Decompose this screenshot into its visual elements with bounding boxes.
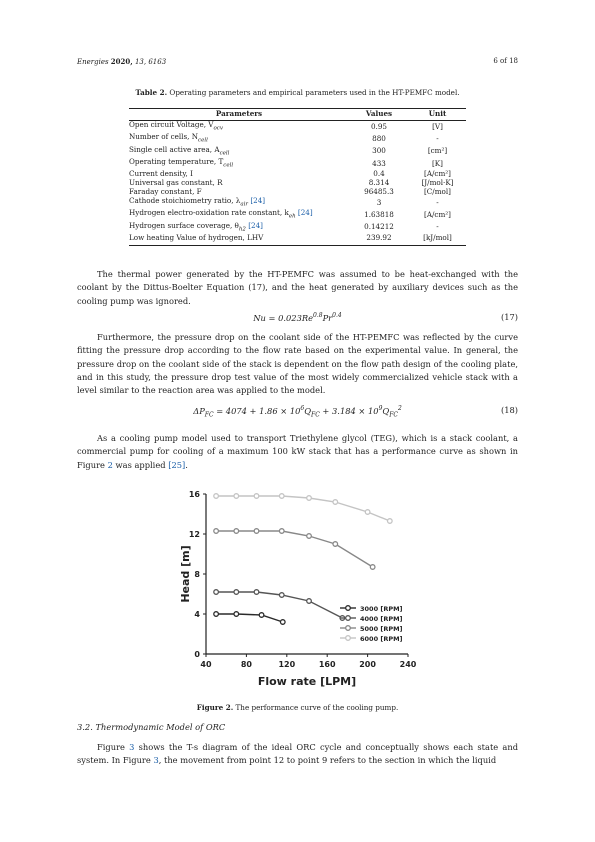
param-value: 880	[372, 133, 386, 143]
table-ref-link[interactable]: [24]	[297, 208, 313, 218]
figure-3-link-2[interactable]: 3	[153, 755, 159, 766]
figure-caption: Figure 2. The performance curve of the cooling pump.	[196, 703, 399, 712]
param-unit: -	[436, 222, 439, 232]
series-point	[234, 590, 239, 595]
paragraph-orc: Figure 3 shows the T-s diagram of the ideal ORC cycle and conceptually shows each state and system. In Figure 3, the movement from point 12 to point 9 refers to the section in which the liquid	[77, 742, 519, 766]
legend-marker	[346, 616, 351, 621]
running-header-journal: Energies 2020, 13, 6163	[77, 57, 167, 66]
y-axis-label: Head [m]	[180, 545, 192, 603]
legend-label: 3000 [RPM]	[360, 605, 403, 613]
equation-17-number: (17)	[500, 312, 518, 322]
param-value: 96485.3	[364, 187, 394, 197]
series-line	[216, 614, 283, 622]
series-point	[254, 494, 259, 499]
ref-25-link[interactable]: [25]	[168, 459, 186, 470]
param-value: 8.314	[368, 178, 390, 188]
param-name: Faraday constant, F	[129, 187, 202, 197]
param-name: Cathode stoichiometry ratio, $\lambda_{air}$ [24]	[129, 196, 266, 208]
equation-18-number: (18)	[500, 405, 518, 415]
y-tick-label: 4	[194, 610, 200, 619]
equation-18-body: $\Delta P_{FC} = 4074 + 1.86 \times 10^6Q_{FC} + 3.184 \times 10^9Q_{FC}^2$	[193, 405, 402, 419]
x-tick-label: 240	[399, 660, 417, 669]
param-name: Low heating Value of hydrogen, LHV	[129, 234, 349, 245]
equation-17	[77, 312, 518, 326]
y-tick-label: 16	[188, 490, 200, 499]
series-point	[259, 613, 264, 618]
figure-3-link[interactable]: 3	[129, 742, 135, 752]
series-point	[307, 599, 312, 604]
legend-marker	[346, 626, 351, 631]
pump-performance-chart	[180, 488, 420, 698]
series-point	[214, 612, 219, 617]
series-point	[214, 494, 219, 499]
param-name: Operating temperature, $T_{cell}$	[129, 156, 234, 169]
param-unit: [J/mol·K]	[421, 178, 454, 188]
series-point	[388, 519, 393, 524]
param-name: Universal gas constant, R	[129, 178, 223, 188]
param-unit: [cm²]	[427, 146, 448, 156]
series-point	[214, 590, 219, 595]
param-name: Open circuit Voltage, $V_{ocv}$	[129, 119, 223, 132]
series-point	[234, 612, 239, 617]
param-value: 0.14212	[364, 222, 394, 232]
paragraph-cooling-pump: As a cooling pump model used to transport Triethylene glycol (TEG), which is a stack coolant, a commercial pump for cooling of a maximum 100 kW stack that has a performance curve as shown in Figure 2 was applied [25].	[77, 433, 518, 470]
col-header-parameters: Parameters	[129, 109, 349, 121]
param-value: 239.92	[349, 234, 409, 245]
y-tick-label: 12	[188, 530, 200, 539]
param-value: 0.95	[370, 121, 387, 131]
series-point	[279, 529, 284, 534]
param-value: 3	[376, 197, 382, 207]
x-tick-label: 160	[318, 660, 336, 669]
equation-18	[77, 405, 518, 419]
legend-label: 4000 [RPM]	[360, 615, 403, 623]
paragraph-pressure-drop: Furthermore, the pressure drop on the coolant side of the HT-PEMFC was reflected by the curve fitting the pressure drop according to the flow rate based on the experimental value. In general, the pressure drop on the coolant side of the stack is dependent on the flow path design of the cooling plate, and in this study, the pressure drop test value of the most widely commercialized vehicle stack with a level similar to the reaction area was applied to the model.	[77, 332, 518, 396]
series-point	[365, 510, 370, 515]
param-value: 1.63818	[364, 210, 394, 220]
param-unit: [A/cm²]	[424, 169, 451, 179]
series-line	[216, 531, 373, 567]
series-point	[280, 620, 285, 625]
table-caption: Table 2. Operating parameters and empirical parameters used in the HT-PEMFC model.	[135, 88, 460, 97]
table-ref-link[interactable]: [24]	[248, 220, 263, 230]
x-tick-label: 40	[200, 660, 212, 669]
series-point	[254, 529, 259, 534]
equation-17-body: $Nu = 0.023Re^{0.8}Pr^{0.4}$	[253, 312, 342, 323]
col-header-unit: Unit	[409, 109, 466, 121]
series-point	[333, 542, 338, 547]
legend-label: 5000 [RPM]	[360, 625, 403, 633]
series-point	[279, 593, 284, 598]
series-point	[234, 529, 239, 534]
param-unit: [kJ/mol]	[409, 234, 466, 245]
param-unit: [V]	[432, 121, 443, 131]
x-tick-label: 120	[278, 660, 296, 669]
y-tick-label: 0	[194, 650, 200, 659]
param-unit: -	[436, 133, 439, 143]
legend-marker	[346, 636, 351, 641]
series-point	[234, 494, 239, 499]
y-tick-label: 8	[194, 570, 200, 579]
paragraph-thermal-power: The thermal power generated by the HT-PEMFC was assumed to be heat-exchanged with the coolant by the Dittus-Boelter Equation (17), and the heat generated by auxiliary devices such as the cooling pump was ignored.	[77, 269, 518, 306]
parameters-table	[129, 108, 466, 246]
series-line	[216, 496, 390, 521]
table-ref-link[interactable]: [24]	[250, 196, 266, 205]
param-name: Single cell active area, $A_{cell}$	[129, 144, 230, 157]
series-point	[254, 590, 259, 595]
x-axis-label: Flow rate [LPM]	[257, 675, 357, 688]
param-name: Number of cells, $N_{cell}$	[129, 132, 208, 144]
series-point	[307, 496, 312, 501]
col-header-values: Values	[349, 109, 409, 121]
x-tick-label: 80	[240, 660, 252, 669]
series-point	[214, 529, 219, 534]
x-tick-label: 200	[359, 660, 376, 669]
series-point	[333, 500, 338, 505]
param-unit: -	[436, 197, 439, 207]
series-point	[279, 494, 284, 499]
running-header-page: 6 of 18	[493, 57, 518, 65]
series-point	[307, 534, 312, 539]
param-name: Hydrogen electro-oxidation rate constant, $k_{eh}$ [24]	[129, 208, 313, 220]
table-row	[129, 234, 466, 245]
figure-2-link[interactable]: 2	[107, 459, 113, 470]
series-point	[370, 565, 375, 570]
param-value: 433	[372, 158, 386, 168]
param-name: Hydrogen surface coverage, $\theta_{h2}$ [24]	[129, 220, 263, 233]
section-heading: 3.2. Thermodynamic Model of ORC	[77, 722, 226, 732]
legend-marker	[346, 606, 351, 611]
param-value: 300	[372, 146, 386, 156]
param-name: Current density, I	[129, 169, 193, 179]
param-unit: [C/mol]	[424, 187, 451, 197]
param-unit: [K]	[432, 158, 443, 168]
param-value: 0.4	[373, 169, 385, 179]
param-unit: [A/cm²]	[424, 210, 451, 220]
chart-svg	[180, 488, 420, 698]
legend-label: 6000 [RPM]	[360, 635, 403, 643]
